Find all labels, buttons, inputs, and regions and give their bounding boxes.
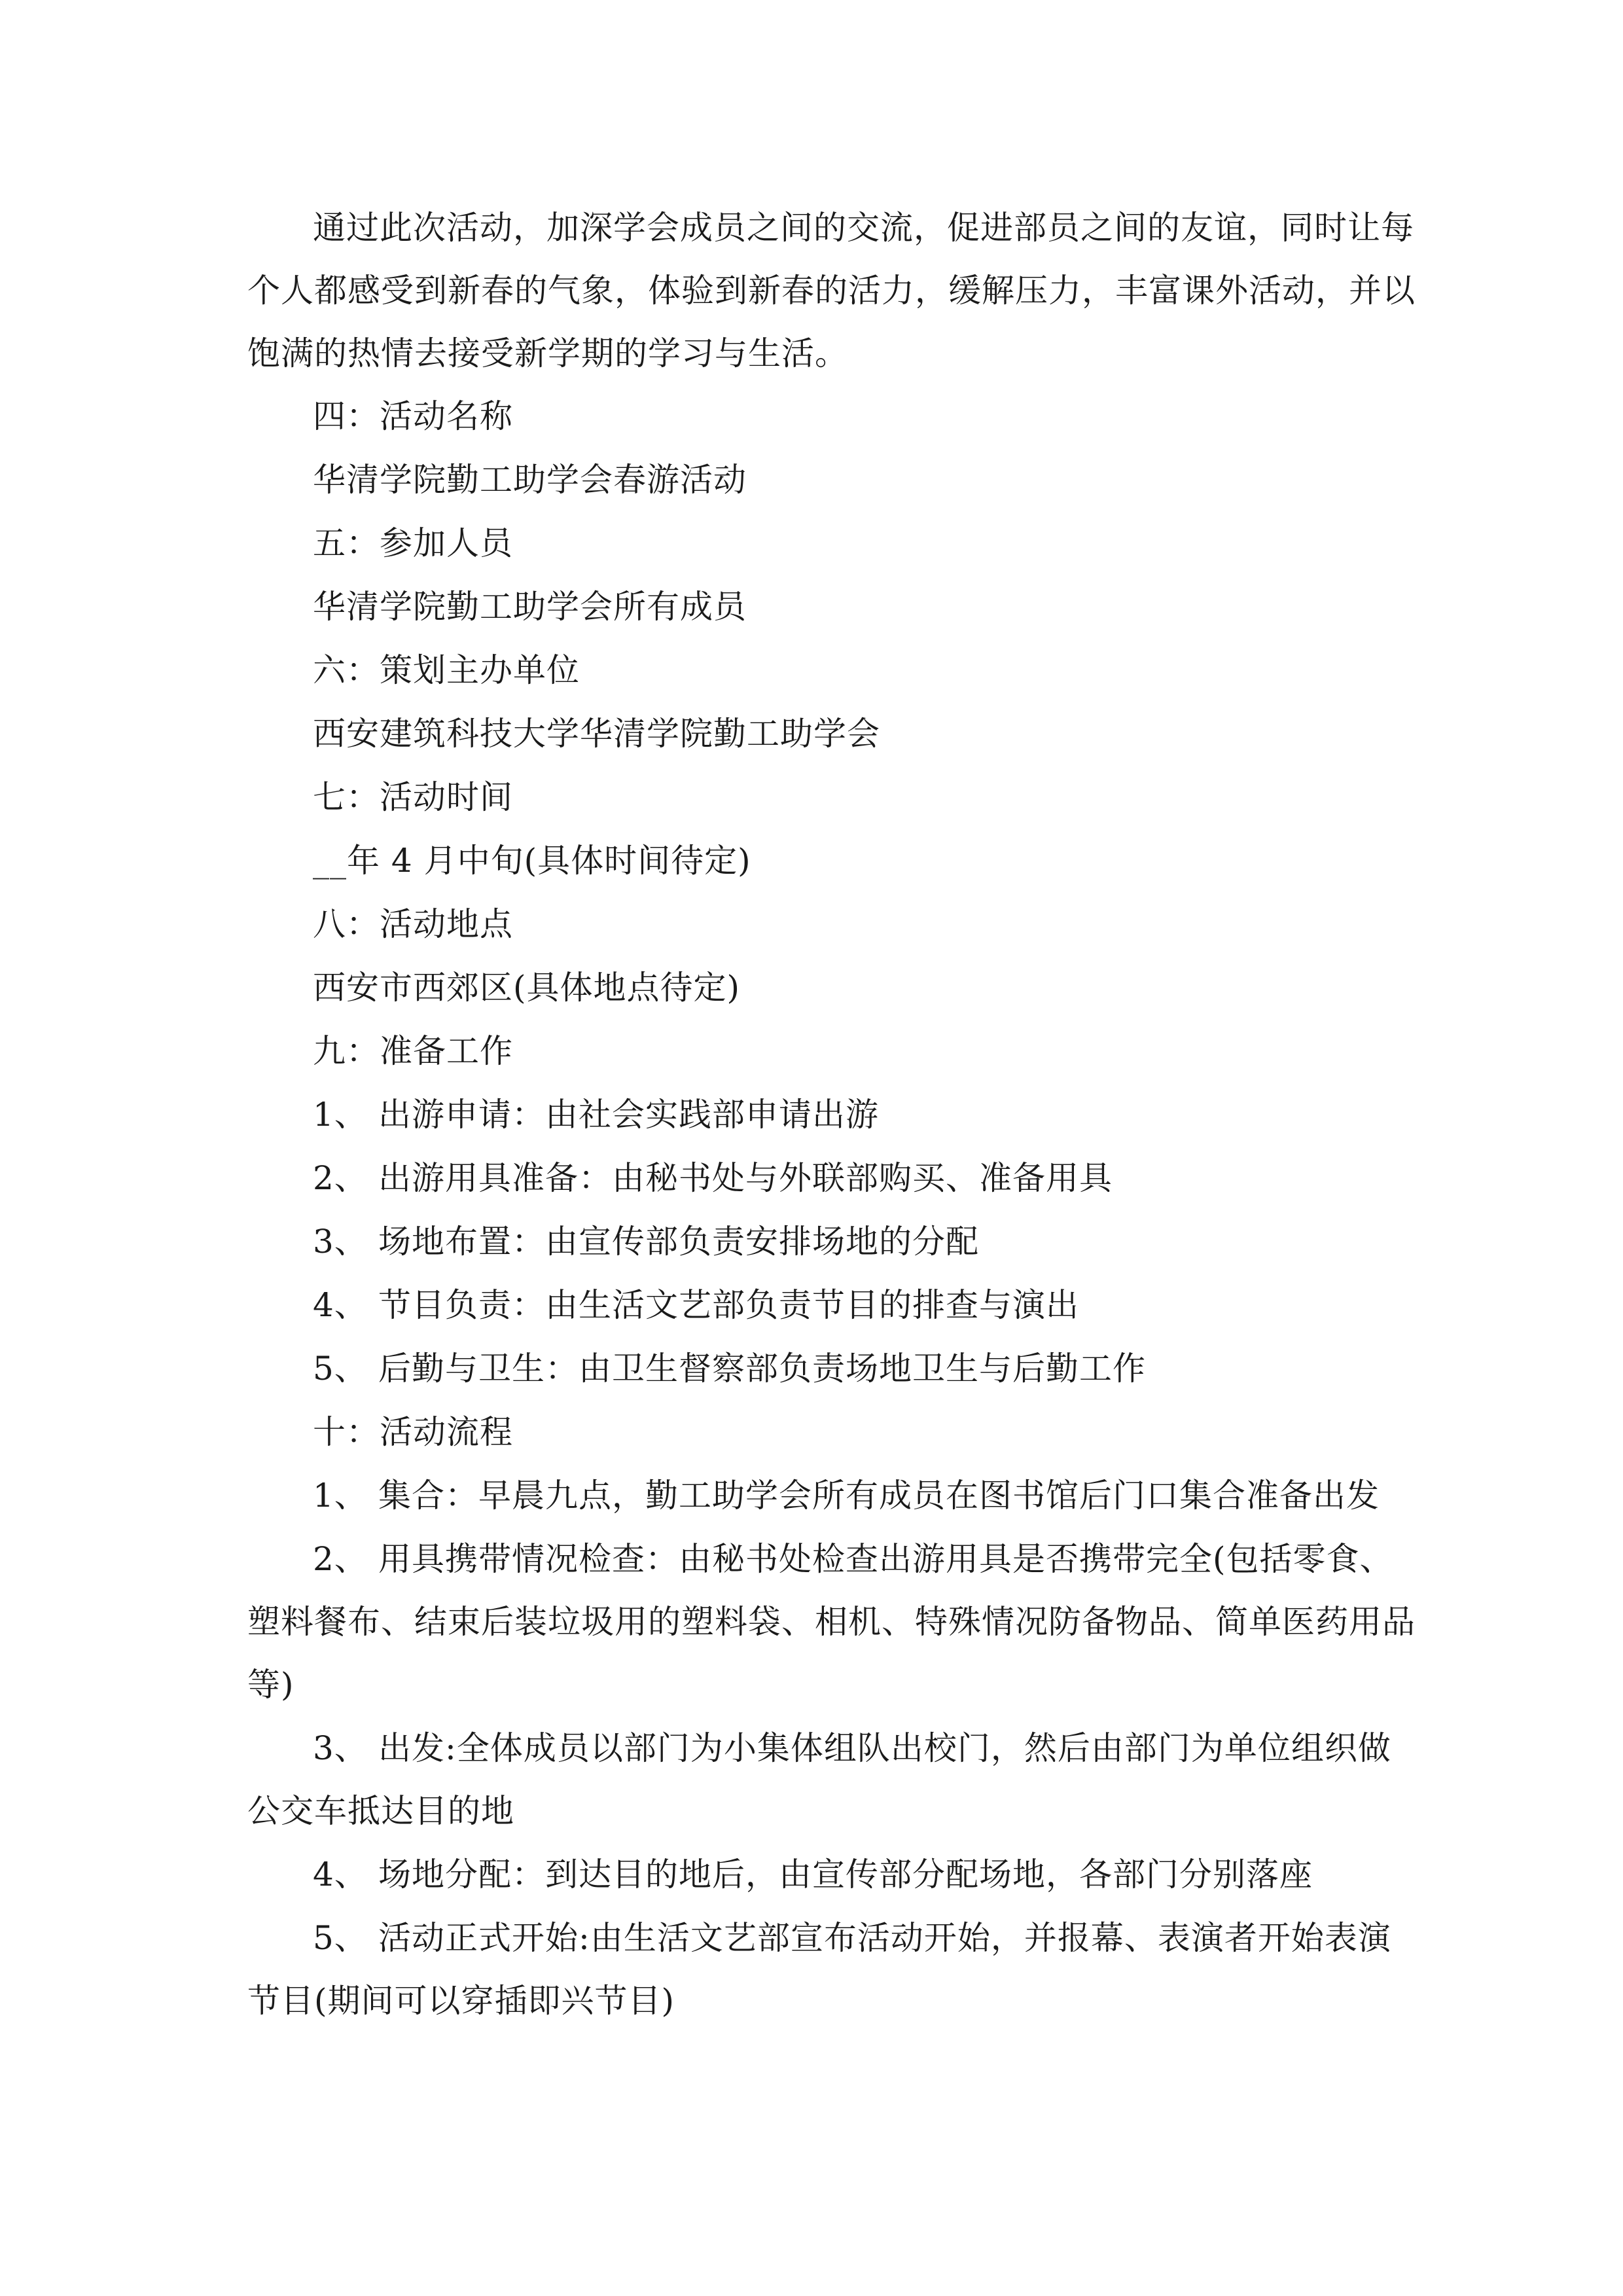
list-item — [313, 1158, 1113, 1198]
list-item — [313, 1095, 879, 1134]
intro-paragraph-line: 通过此次活动，加深学会成员之间的交流，促进部员之间的友谊，同时让每 — [313, 209, 1414, 247]
list-item-number: 3、 — [313, 1729, 368, 1767]
list-item — [313, 1855, 1313, 1894]
list-item — [313, 1222, 979, 1261]
section-heading: 十：活动流程 — [313, 1413, 513, 1451]
list-item — [313, 1918, 1391, 1958]
section-body: __年 4 月中旬(具体时间待定) — [313, 842, 751, 880]
list-item-number: 5、 — [313, 1919, 368, 1957]
list-item-number: 2、 — [313, 1159, 368, 1197]
intro-paragraph-line: 个人都感受到新春的气象，体验到新春的活力，缓解压力，丰富课外活动，并以 — [247, 272, 1416, 310]
section-heading: 五：参加人员 — [313, 524, 513, 562]
section-heading: 七：活动时间 — [313, 778, 513, 816]
list-item-text: 场地布置：由宣传部负责安排场地的分配 — [378, 1223, 979, 1261]
list-item-text: 出游申请：由社会实践部申请出游 — [378, 1096, 879, 1134]
section-body: 西安建筑科技大学华清学院勤工助学会 — [313, 715, 880, 753]
list-item-number: 4、 — [313, 1856, 368, 1893]
list-item-number: 1、 — [313, 1477, 368, 1515]
list-item-continuation: 等) — [247, 1666, 294, 1704]
list-item-number: 5、 — [313, 1350, 368, 1388]
list-item-text: 活动正式开始:由生活文艺部宣布活动开始，并报幕、表演者开始表演 — [378, 1919, 1391, 1957]
list-item-text: 场地分配：到达目的地后，由宣传部分配场地，各部门分别落座 — [378, 1856, 1313, 1893]
section-heading: 六：策划主办单位 — [313, 651, 580, 689]
section-heading: 九：准备工作 — [313, 1032, 513, 1070]
list-item-continuation: 公交车抵达目的地 — [247, 1792, 514, 1830]
list-item — [313, 1285, 1079, 1325]
section-body: 华清学院勤工助学会春游活动 — [313, 461, 747, 499]
section-body: 华清学院勤工助学会所有成员 — [313, 588, 747, 626]
list-item-continuation: 塑料餐布、结束后装垃圾用的塑料袋、相机、特殊情况防备物品、简单医药用品 — [247, 1603, 1416, 1641]
list-item-text: 出游用具准备：由秘书处与外联部购买、准备用具 — [378, 1159, 1113, 1197]
section-body: 西安市西郊区(具体地点待定) — [313, 969, 741, 1007]
list-item — [313, 1729, 1391, 1768]
section-heading: 四：活动名称 — [313, 397, 513, 435]
list-item-number: 3、 — [313, 1223, 368, 1261]
list-item — [313, 1539, 1393, 1579]
section-heading: 八：活动地点 — [313, 905, 513, 943]
list-item-number: 4、 — [313, 1286, 368, 1324]
list-item-text: 集合：早晨九点，勤工助学会所有成员在图书馆后门口集合准备出发 — [378, 1477, 1380, 1515]
list-item-continuation: 节目(期间可以穿插即兴节目) — [247, 1982, 675, 2020]
list-item — [313, 1349, 1146, 1388]
list-item-text: 后勤与卫生：由卫生督察部负责场地卫生与后勤工作 — [378, 1350, 1146, 1388]
list-item — [313, 1476, 1380, 1515]
list-item-text: 节目负责：由生活文艺部负责节目的排查与演出 — [378, 1286, 1079, 1324]
list-item-text: 用具携带情况检查：由秘书处检查出游用具是否携带完全(包括零食、 — [378, 1540, 1393, 1578]
list-item-text: 出发:全体成员以部门为小集体组队出校门，然后由部门为单位组织做 — [378, 1729, 1391, 1767]
intro-paragraph-line: 饱满的热情去接受新学期的学习与生活。 — [247, 334, 848, 372]
list-item-number: 1、 — [313, 1096, 368, 1134]
list-item-number: 2、 — [313, 1540, 368, 1578]
